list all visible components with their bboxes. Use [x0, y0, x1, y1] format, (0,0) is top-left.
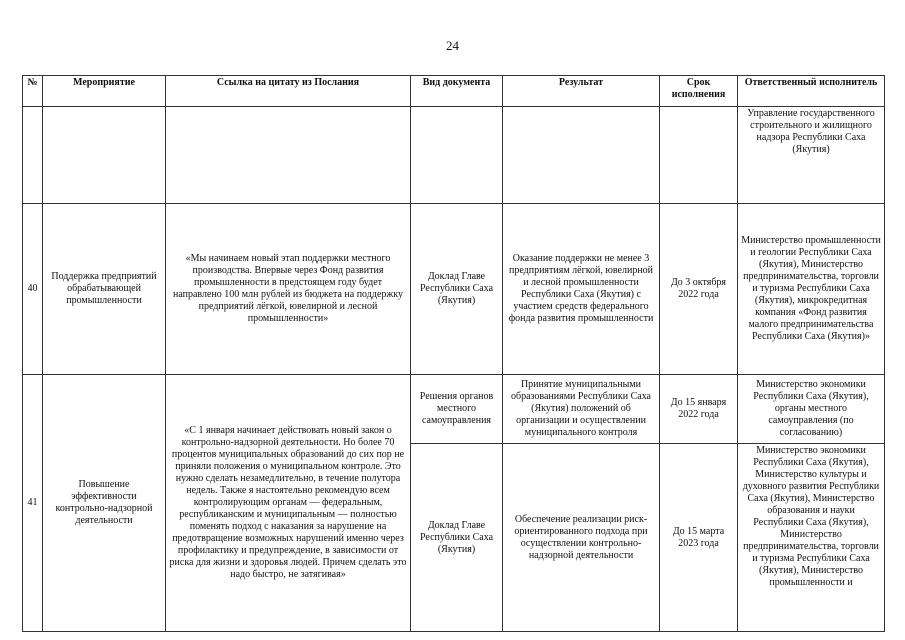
cell-empty [660, 107, 738, 204]
table-header-row [23, 76, 885, 107]
cell-result: Обеспечение реализации риск-ориентированного подхода при осуществлении контрольно-надзорной деятельности [503, 444, 660, 632]
cell-number: 40 [23, 204, 43, 375]
cell-empty [23, 107, 43, 204]
header-event: Мероприятие [43, 76, 166, 107]
cell-responsible: Министерство экономики Республики Саха (Якутия), Министерство культуры и духовного развития Республики Саха (Якутия), Министерство образования и науки Республики Саха (Якутия), Министерство предпринимательства, торговли и туризма Республики Саха (Якутия), Министерство промышленности и [738, 444, 885, 632]
cell-quote: «Мы начинаем новый этап поддержки местного производства. Впервые через Фонд развития промышленности в предстоящем году будет направлено 100 млн рублей из бюджета на поддержку предприятий лёгкой, ювелирной и лесной промышленности» [166, 204, 411, 375]
table-row-40 [23, 204, 885, 375]
cell-deadline: До 3 октября 2022 года [660, 204, 738, 375]
cell-quote: «С 1 января начинает действовать новый закон о контрольно-надзорной деятельности. Но более 70 процентов муниципальных образований до сих пор не приняли положения о муниципальном контроле. Это нужно сделать незамедлительно, в течение полутора недель. Также я настоятельно рекомендую всем контролирующим органам — федеральным, республиканским и муниципальным — полностью поменять подход с наказания за нарушение на предотвращение возможных нарушений именно через профилактику и предупреждение, в зависимости от риска для жизни и здоровья людей. Причем сделать это надо быстро, не затягивая» [166, 375, 411, 632]
cell-responsible: Управление государственного строительного и жилищного надзора Республики Саха (Якутия) [738, 107, 885, 204]
cell-empty [411, 107, 503, 204]
cell-responsible: Министерство промышленности и геологии Республики Саха (Якутия), Министерство предпринимательства, торговли и туризма Республики Саха (Якутия), микрокредитная компания «Фонд развития малого предпринимательства Республики Саха (Якутия)» [738, 204, 885, 375]
cell-deadline: До 15 января 2022 года [660, 375, 738, 444]
cell-empty [43, 107, 166, 204]
header-number: № [23, 76, 43, 107]
cell-doc-type: Решения органов местного самоуправления [411, 375, 503, 444]
cell-empty [166, 107, 411, 204]
table-row-41-a [23, 375, 885, 444]
table-row-continuation [23, 107, 885, 204]
cell-result: Принятие муниципальными образованиями Республики Саха (Якутия) положений об организации и осуществлении муниципального контроля [503, 375, 660, 444]
cell-responsible: Министерство экономики Республики Саха (Якутия), органы местного самоуправления (по согласованию) [738, 375, 885, 444]
cell-empty [503, 107, 660, 204]
header-quote: Ссылка на цитату из Послания [166, 76, 411, 107]
header-result: Результат [503, 76, 660, 107]
cell-doc-type: Доклад Главе Республики Саха (Якутия) [411, 444, 503, 632]
header-deadline: Срок исполнения [660, 76, 738, 107]
cell-number: 41 [23, 375, 43, 632]
cell-result: Оказание поддержки не менее 3 предприятиям лёгкой, ювелирной и лесной промышленности Республики Саха (Якутия) с участием средств федерального фонда развития промышленности [503, 204, 660, 375]
cell-deadline: До 15 марта 2023 года [660, 444, 738, 632]
header-responsible: Ответственный исполнитель [738, 76, 885, 107]
page-number: 24 [446, 38, 459, 53]
header-doc-type: Вид документа [411, 76, 503, 107]
cell-doc-type: Доклад Главе Республики Саха (Якутия) [411, 204, 503, 375]
action-plan-table [22, 75, 885, 632]
cell-event: Повышение эффективности контрольно-надзорной деятельности [43, 375, 166, 632]
cell-event: Поддержка предприятий обрабатывающей промышленности [43, 204, 166, 375]
